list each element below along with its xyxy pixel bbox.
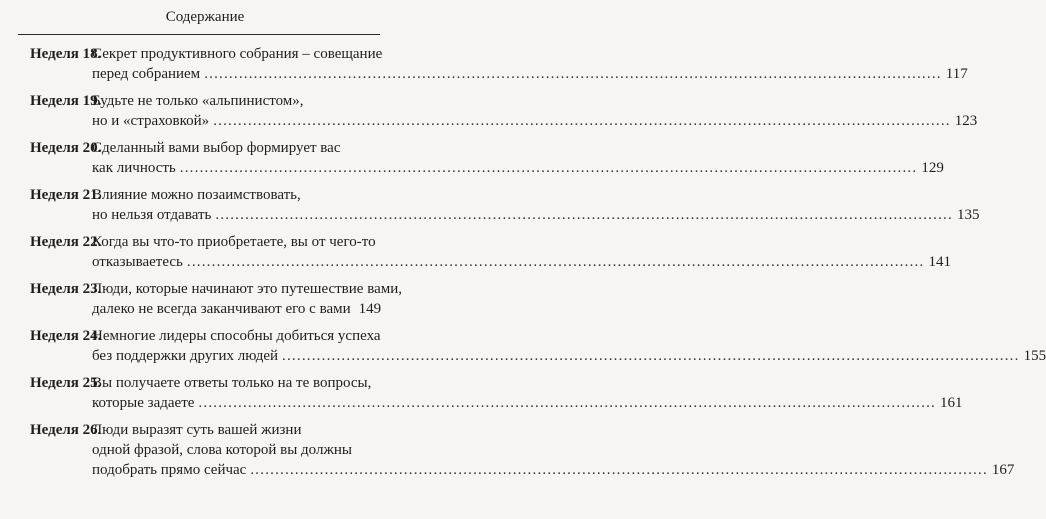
- toc-title-line: подобрать прямо сейчас: [92, 462, 247, 478]
- toc-entry-title: [92, 232, 951, 272]
- toc-title-line: без поддержки других людей: [92, 348, 279, 364]
- dot-leader: [282, 346, 1020, 366]
- toc-week-label: Неделя 23.: [30, 281, 102, 297]
- toc-entry-title: [92, 91, 978, 131]
- toc-title-line: Вы получаете ответы только на те вопросы,: [92, 375, 372, 391]
- toc-title-line: Когда вы что-то приобретаете, вы от чего-то: [92, 234, 376, 250]
- toc-week-label: Неделя 22.: [30, 234, 102, 250]
- toc-page-number: 167: [991, 462, 1015, 478]
- toc-week-label: Неделя 24.: [30, 328, 102, 344]
- toc-title-line: Влияние можно позаимствовать,: [92, 187, 301, 203]
- toc-page-number: 123: [954, 113, 978, 129]
- toc-title-line: Будьте не только «альпинистом»,: [92, 93, 304, 109]
- toc-title-line: Люди, которые начинают это путешествие вами,: [92, 281, 403, 297]
- toc-title-last-line: [92, 158, 944, 178]
- header-rule: [18, 34, 380, 35]
- toc-title-line: Немногие лидеры способны добиться успеха: [92, 328, 381, 344]
- toc-page-number: 135: [956, 207, 980, 223]
- toc-page-number: 161: [939, 395, 963, 411]
- toc-title-last-line: [92, 252, 951, 272]
- toc-entry-title: [92, 373, 963, 413]
- toc-title-line: Люди выразят суть вашей жизни: [92, 422, 302, 438]
- toc-week-label: Неделя 26.: [30, 422, 102, 438]
- dot-leader: [204, 64, 942, 84]
- toc-title-line: как личность: [92, 160, 176, 176]
- dot-leader: [187, 252, 925, 272]
- toc-entry-title: [92, 138, 944, 178]
- toc-title-line: перед собранием: [92, 66, 201, 82]
- dot-leader: [215, 205, 953, 225]
- toc-title-last-line: [92, 346, 1046, 366]
- toc-entry: [0, 420, 1015, 480]
- toc-week-label: Неделя 21.: [30, 187, 102, 203]
- toc-title-line: далеко не всегда заканчивают его с вами: [92, 301, 351, 317]
- toc-entry-title: [92, 185, 980, 225]
- toc-week-label: Неделя 18.: [30, 46, 102, 62]
- toc-entry-title: [92, 420, 1015, 480]
- toc-title-line: но и «страховкой»: [92, 113, 210, 129]
- toc-page-number: 117: [945, 66, 968, 82]
- dot-leader: [198, 393, 936, 413]
- dot-leader: [213, 111, 951, 131]
- toc-title-line: Сделанный вами выбор формирует вас: [92, 140, 341, 156]
- toc-title-line: которые задаете: [92, 395, 195, 411]
- toc-entry: [0, 138, 944, 178]
- toc-week-label: Неделя 19.: [30, 93, 102, 109]
- dot-leader: [250, 460, 988, 480]
- toc-entry-title: [92, 44, 968, 84]
- toc-week-label: Неделя 25.: [30, 375, 102, 391]
- toc-page-number: 129: [921, 160, 944, 176]
- toc-week-label: Неделя 20.: [30, 140, 102, 156]
- toc-title-last-line: [92, 299, 382, 319]
- toc-entry: [0, 91, 978, 131]
- toc-entry: [0, 232, 951, 272]
- toc-entry: [0, 185, 980, 225]
- toc-entry: [0, 326, 1046, 366]
- toc-title-last-line: [92, 393, 963, 413]
- toc-entry: [0, 373, 963, 413]
- toc-entry-title: [92, 326, 1046, 366]
- toc-title-line: одной фразой, слова которой вы должны: [92, 442, 352, 458]
- dot-leader: [180, 158, 918, 178]
- toc-title-last-line: [92, 111, 978, 131]
- toc-page-number: 149: [358, 301, 382, 317]
- toc-entry: [0, 44, 968, 84]
- toc-title-line: отказываетесь: [92, 254, 183, 270]
- toc-entry: [0, 279, 410, 319]
- toc-entry-title: [92, 279, 403, 319]
- running-head: Содержание: [165, 9, 245, 25]
- toc-title-last-line: [92, 64, 968, 84]
- toc-title-last-line: [92, 205, 980, 225]
- toc-title-line: Секрет продуктивного собрания – совещание: [92, 46, 383, 62]
- toc-title-last-line: [92, 460, 1015, 480]
- toc-page-number: 155: [1023, 348, 1046, 364]
- toc-page-number: 141: [928, 254, 951, 270]
- toc-title-line: но нельзя отдавать: [92, 207, 212, 223]
